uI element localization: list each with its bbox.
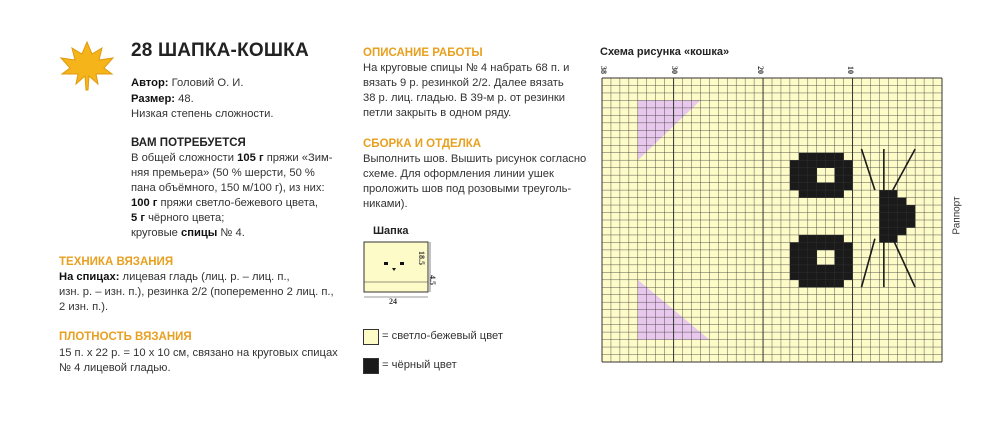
dark-cell	[835, 160, 844, 168]
dark-cell	[879, 198, 888, 206]
dark-cell	[835, 175, 844, 183]
dark-cell	[799, 235, 808, 243]
dark-cell	[817, 265, 826, 273]
dark-cell	[817, 160, 826, 168]
dark-cell	[844, 175, 853, 183]
dark-cell	[879, 213, 888, 221]
technique-text: На спицах: лицевая гладь (лиц. р. – лиц. п., изн. р. – изн. п.), резинка 2/2 (попеременно 2 лиц. п., 2 изн. п.).	[59, 271, 334, 313]
dark-cell	[817, 235, 826, 243]
dark-cell	[808, 250, 817, 258]
dark-cell	[826, 235, 835, 243]
author-label: Автор:	[131, 77, 169, 89]
maple-leaf-icon	[58, 40, 116, 92]
dark-cell	[906, 220, 915, 228]
author-name: Головий О. И.	[171, 77, 244, 89]
dark-cell	[799, 183, 808, 191]
assembly-text: Выполнить шов. Вышить рисунок согласно схеме. Для оформления линии ушек проложить шов под розовыми треуголь- никами).	[363, 153, 587, 210]
hat-eye-left	[384, 262, 388, 265]
dark-cell	[799, 190, 808, 198]
hat-label: Шапка	[373, 225, 409, 237]
technique-heading: ТЕХНИКА ВЯЗАНИЯ	[59, 256, 174, 268]
dark-cell	[844, 265, 853, 273]
dark-cell	[844, 257, 853, 265]
chart-title: Схема рисунка «кошка»	[600, 46, 730, 58]
hat-diagram	[360, 240, 450, 308]
legend-light-text: = светло-бежевый цвет	[382, 330, 504, 342]
dark-cell	[817, 153, 826, 161]
legend-dark-text: = чёрный цвет	[382, 359, 457, 371]
density-text: 15 п. х 22 р. = 10 х 10 см, связано на круговых спицах № 4 лицевой гладью.	[59, 347, 338, 374]
dark-cell	[790, 183, 799, 191]
dark-cell	[888, 190, 897, 198]
dark-cell	[835, 190, 844, 198]
dark-cell	[790, 265, 799, 273]
dark-cell	[826, 183, 835, 191]
dark-cell	[879, 190, 888, 198]
dark-cell	[799, 280, 808, 288]
size-line	[131, 92, 194, 107]
dark-cell	[835, 183, 844, 191]
dark-cell	[826, 190, 835, 198]
dark-cell	[835, 250, 844, 258]
hat-eye-right	[400, 262, 404, 265]
pattern-chart	[601, 77, 944, 363]
assembly-heading: СБОРКА И ОТДЕЛКА	[363, 138, 482, 150]
dark-cell	[799, 242, 808, 250]
dark-cell	[799, 272, 808, 280]
hat-width: 24	[389, 297, 397, 306]
dark-cell	[888, 213, 897, 221]
hat-height: 18.5	[417, 251, 426, 265]
author-line	[131, 76, 243, 91]
dark-cell	[808, 168, 817, 176]
dark-cell	[790, 257, 799, 265]
dark-cell	[817, 280, 826, 288]
hat-rib: 4.5	[428, 275, 437, 285]
dark-cell	[844, 242, 853, 250]
tick-38: 38	[599, 66, 608, 74]
dark-cell	[817, 190, 826, 198]
dark-cell	[799, 265, 808, 273]
dark-cell	[808, 280, 817, 288]
dark-cell	[835, 168, 844, 176]
size-label: Размер:	[131, 93, 176, 105]
dark-cell	[799, 168, 808, 176]
dark-cell	[844, 168, 853, 176]
work-heading: ОПИСАНИЕ РАБОТЫ	[363, 47, 483, 59]
dark-cell	[799, 153, 808, 161]
dark-cell	[879, 220, 888, 228]
dark-cell	[808, 183, 817, 191]
dark-cell	[888, 198, 897, 206]
dark-cell	[808, 190, 817, 198]
dark-cell	[835, 272, 844, 280]
dark-cell	[906, 205, 915, 213]
dark-cell	[817, 272, 826, 280]
dark-cell	[835, 242, 844, 250]
dark-cell	[790, 168, 799, 176]
density-heading: ПЛОТНОСТЬ ВЯЗАНИЯ	[59, 331, 192, 343]
dark-cell	[790, 175, 799, 183]
tick-20: 20	[756, 66, 765, 74]
legend-light-swatch	[363, 329, 379, 345]
dark-cell	[844, 250, 853, 258]
dark-cell	[835, 265, 844, 273]
dark-cell	[808, 257, 817, 265]
dark-cell	[826, 242, 835, 250]
dark-cell	[844, 160, 853, 168]
dark-cell	[799, 160, 808, 168]
need-heading: ВАМ ПОТРЕБУЕТСЯ	[131, 137, 246, 149]
dark-cell	[844, 183, 853, 191]
dark-cell	[835, 153, 844, 161]
dark-cell	[888, 205, 897, 213]
dark-cell	[817, 183, 826, 191]
dark-cell	[808, 153, 817, 161]
dark-cell	[799, 257, 808, 265]
dark-cell	[835, 280, 844, 288]
dark-cell	[844, 272, 853, 280]
dark-cell	[897, 220, 906, 228]
dark-cell	[897, 213, 906, 221]
legend-dark-swatch	[363, 358, 379, 374]
dark-cell	[817, 242, 826, 250]
dark-cell	[808, 160, 817, 168]
repeat-label: Раппорт	[951, 196, 963, 235]
size-value: 48.	[178, 93, 194, 105]
difficulty: Низкая степень сложности.	[131, 108, 274, 120]
dark-cell	[808, 175, 817, 183]
dark-cell	[826, 160, 835, 168]
dark-cell	[826, 272, 835, 280]
dark-cell	[790, 242, 799, 250]
tick-30: 30	[670, 66, 679, 74]
dark-cell	[808, 272, 817, 280]
dark-cell	[799, 175, 808, 183]
dark-cell	[826, 153, 835, 161]
work-text: На круговые спицы № 4 набрать 68 п. и вязать 9 р. резинкой 2/2. Далее вязать 38 р. лиц. гладью. В 39-м р. от резинки петли закрыть в одном ряду.	[363, 62, 570, 119]
dark-cell	[879, 205, 888, 213]
dark-cell	[808, 242, 817, 250]
dark-cell	[808, 235, 817, 243]
dark-cell	[888, 220, 897, 228]
dark-cell	[826, 265, 835, 273]
dark-cell	[790, 250, 799, 258]
dark-cell	[897, 198, 906, 206]
dark-cell	[835, 235, 844, 243]
dark-cell	[888, 227, 897, 235]
dark-cell	[897, 227, 906, 235]
dark-cell	[790, 272, 799, 280]
tick-10: 10	[846, 66, 855, 74]
dark-cell	[879, 227, 888, 235]
dark-cell	[906, 213, 915, 221]
dark-cell	[790, 160, 799, 168]
need-text: В общей сложности 105 г пряжи «Зим- няя премьера» (50 % шерсти, 50 % пана объёмного, 150 м/100 г), из них: 100 г пряжи светло-бежевого цвета, 5 г чёрного цвета; круговые спицы № 4.	[131, 152, 333, 239]
dark-cell	[835, 257, 844, 265]
page-title: 28 ШАПКА-КОШКА	[131, 40, 309, 61]
dark-cell	[799, 250, 808, 258]
dark-cell	[826, 280, 835, 288]
dark-cell	[808, 265, 817, 273]
dark-cell	[897, 205, 906, 213]
